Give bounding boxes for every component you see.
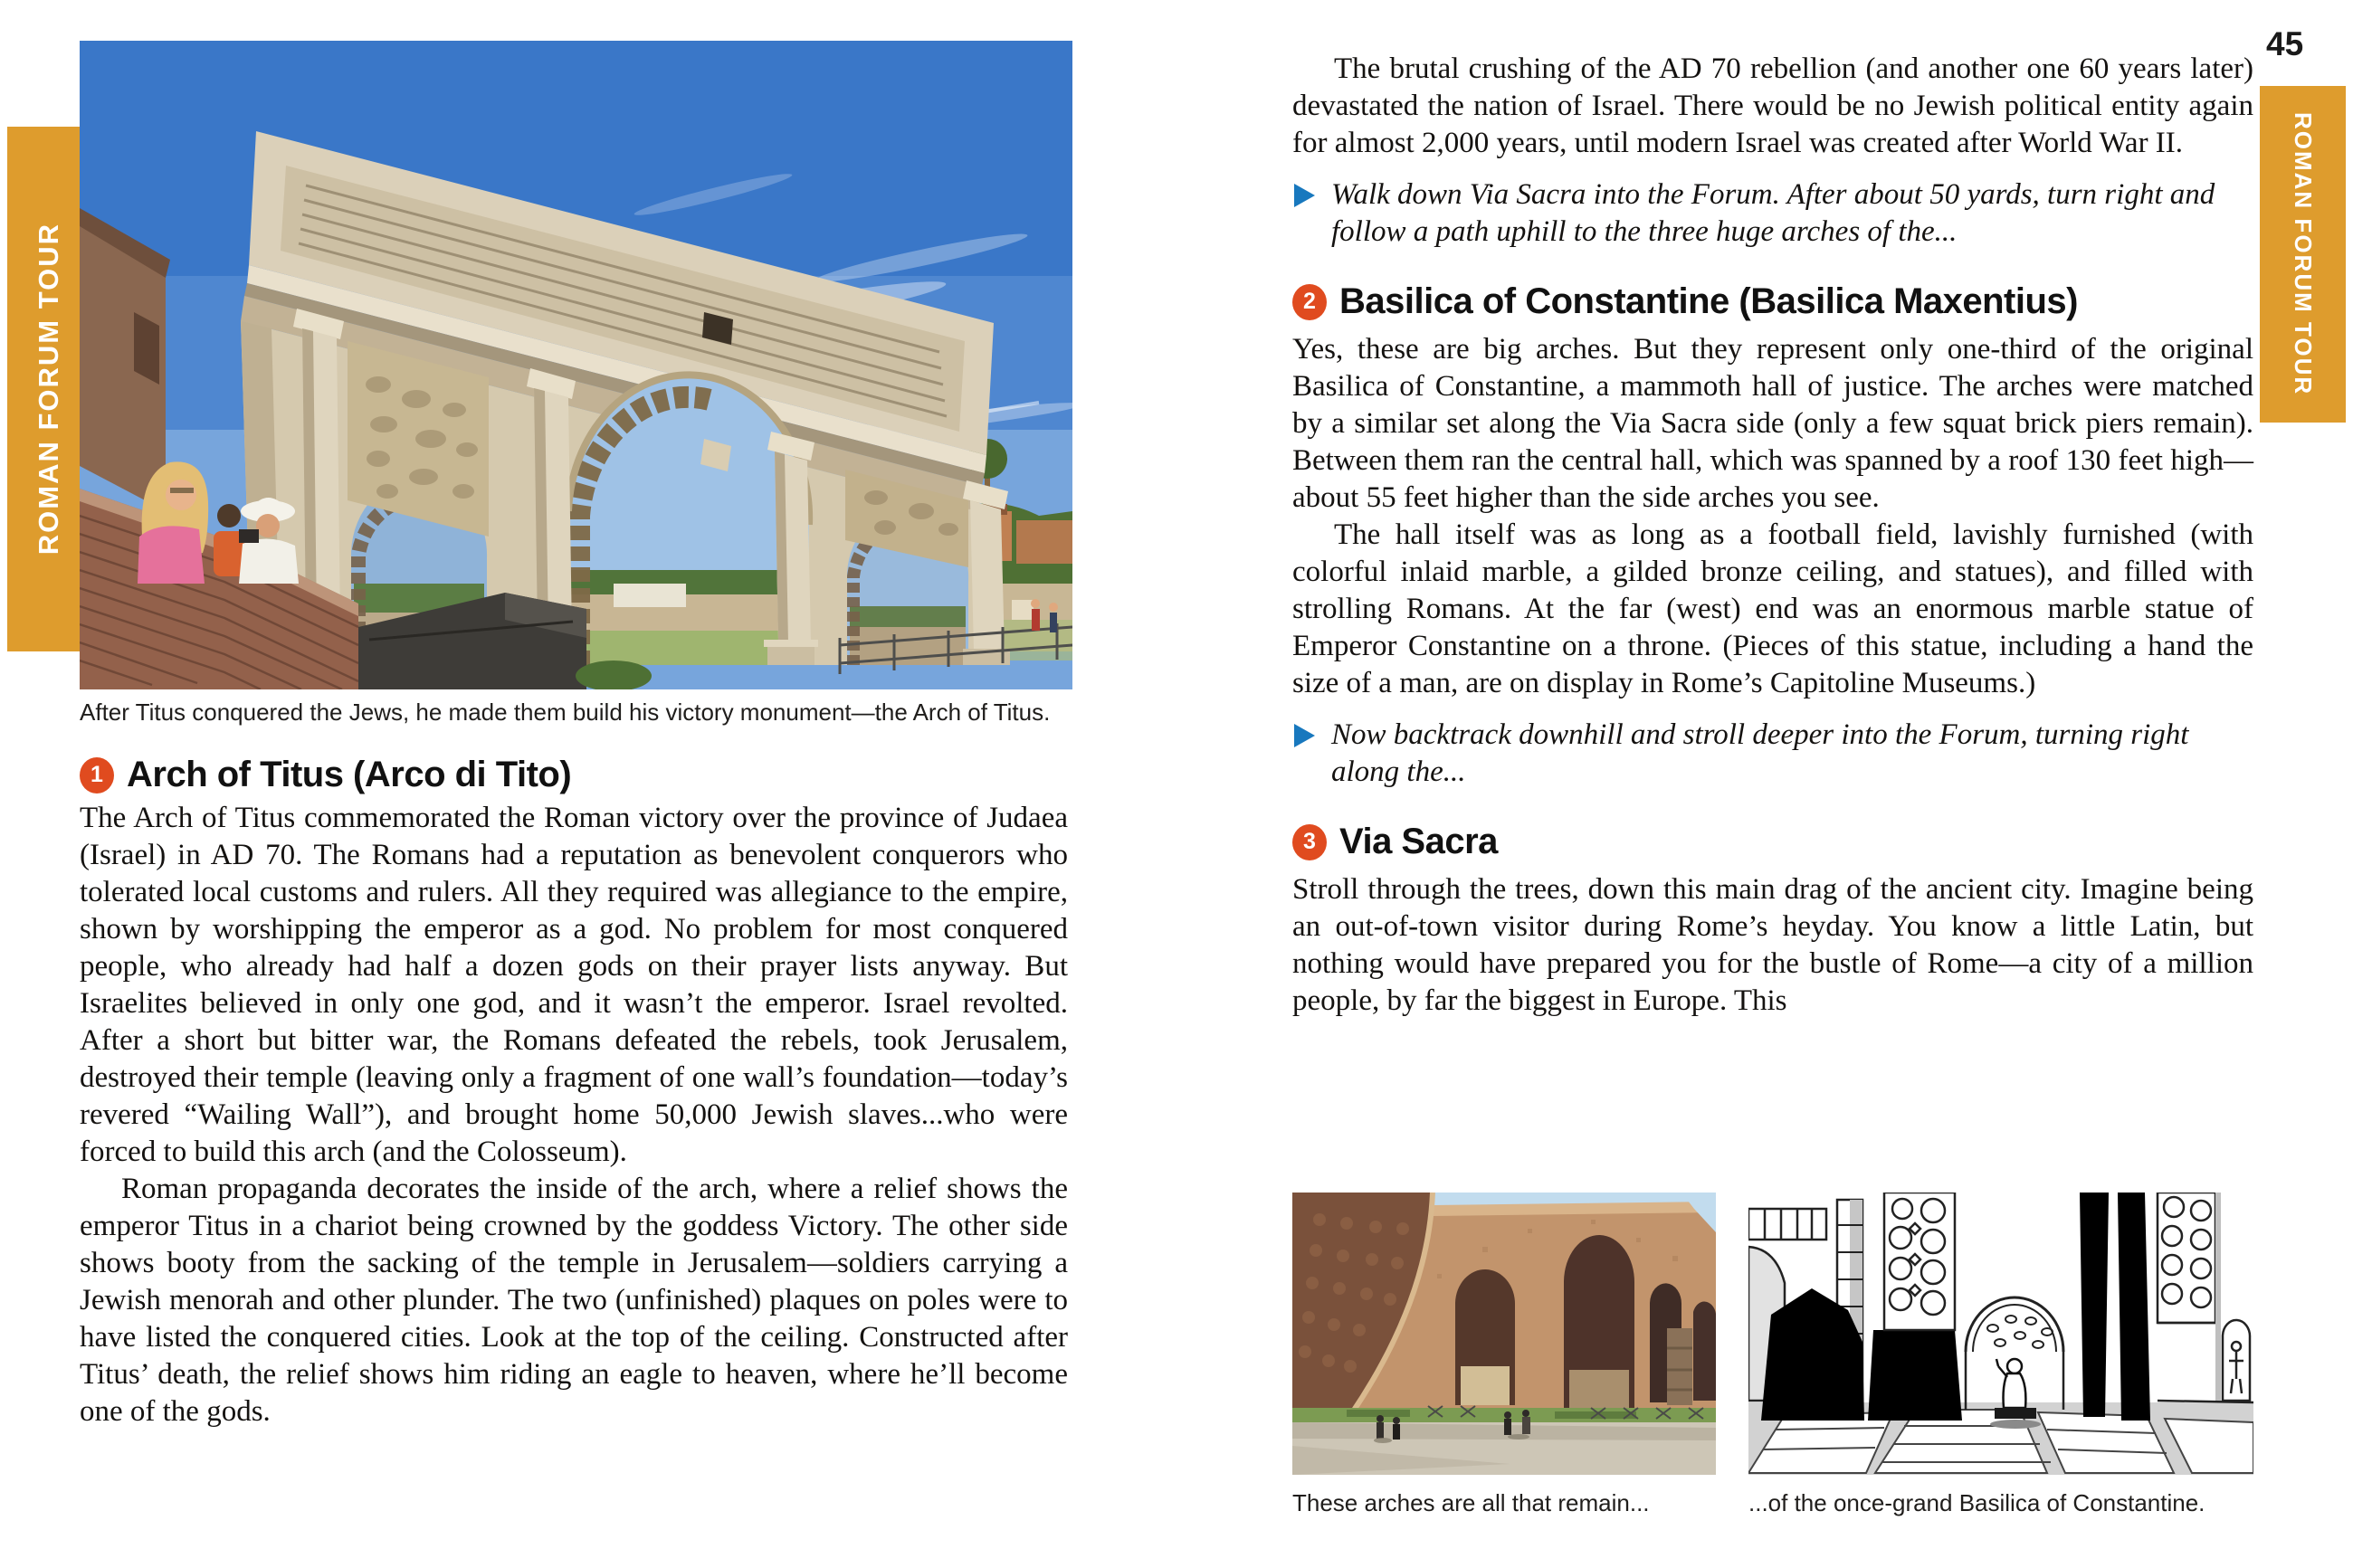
bottom-figures-row xyxy=(1292,1193,2253,1517)
arch-photo-illustration xyxy=(80,41,1072,689)
section-2-text xyxy=(1292,331,2253,702)
direction-text: Walk down Via Sacra into the Forum. After about 50 yards, turn right and follow a path uphill to the three huge arches of the... xyxy=(1331,178,2215,248)
walking-direction-1 xyxy=(1292,176,2253,251)
right-margin-tab xyxy=(2260,86,2346,423)
section-3-number-marker: 3 xyxy=(1292,824,1327,860)
section-1-number-marker: 1 xyxy=(80,757,114,794)
paragraph: The brutal crushing of the AD 70 rebellion (and another one 60 years later) devastated the nation of Israel. There would be no Jewish political entity again for almost 2,000 years, until modern Israel was created after World War II. xyxy=(1292,52,2253,159)
left-margin-tab xyxy=(7,127,90,651)
section-2-number-marker: 2 xyxy=(1292,284,1327,320)
section-2-heading xyxy=(1292,281,2253,322)
arch-of-titus-photo xyxy=(80,41,1072,689)
right-page-text-column xyxy=(1292,51,2253,1020)
intro-text xyxy=(1292,51,2253,162)
basilica-drawing-figure xyxy=(1748,1193,2253,1517)
basilica-ruins-photo-figure xyxy=(1292,1193,1716,1517)
section-3-text xyxy=(1292,871,2253,1020)
paragraph: The hall itself was as long as a football field, lavishly furnished (with colorful inlaid marble, a gilded bronze ceiling, and statues), and filled with strolling Romans. At the far (west) end was an enormous marble statue of Emperor Constantine on a throne. (Pieces of this statue, including a hand the size of a man, are on display in Rome’s Capitoline Museums.) xyxy=(1292,518,2253,699)
figure-caption-right: ...of the once-grand Basilica of Constantine. xyxy=(1748,1489,2205,1516)
section-1-text xyxy=(80,800,1068,1430)
basilica-reconstruction-drawing xyxy=(1748,1193,2253,1475)
section-3-heading xyxy=(1292,822,2253,862)
paragraph: The Arch of Titus commemorated the Roman victory over the province of Judaea (Israel) in AD 70. The Romans had a reputation as benevolent conquerors who tolerated local customs and rulers. All they required was allegiance to the empire, shown by worshipping the emperor as a god. No problem for most conquered people, who already had half a dozen gods on their prayer lists anyway. But Israelites believed in only one god, and it wasn’t the emperor. Israel revolted. After a short but bitter war, the Romans defeated the rebels, took Jerusalem, destroyed their temple (leaving only a fragment of one wall’s foundation—today’s revered “Wailing Wall”), and brought home 50,000 Jewish slaves...who were forced to build this arch (and the Colosseum). xyxy=(80,802,1068,1168)
section-1-title: Arch of Titus (Arco di Tito) xyxy=(127,755,572,794)
paragraph: Stroll through the trees, down this main drag of the ancient city. Imagine being an out-of-town visitor during Rome’s heyday. You know a little Latin, but nothing would have prepared you for the bustle of Rome—a city of a million people, by far the biggest in Europe. This xyxy=(1292,873,2253,1017)
paragraph: Roman propaganda decorates the inside of the arch, where a relief shows the emperor Titus in a chariot being crowned by the goddess Victory. The other side shows booty from the sacking of the temple in Jerusalem—soldiers carrying a Jewish menorah and other plunder. The two (unfinished) plaques on poles were to have listed the conquered cities. Look at the top of the ceiling. Constructed after Titus’ death, the relief shows him riding an eagle to heaven, where he’ll become one of the gods. xyxy=(80,1173,1068,1428)
section-2-title: Basilica of Constantine (Basilica Maxentius) xyxy=(1339,281,2078,321)
right-tab-label: ROMAN FORUM TOUR xyxy=(2290,112,2317,396)
figure-caption-left: These arches are all that remain... xyxy=(1292,1489,1650,1516)
page-number-right: 45 xyxy=(2266,25,2304,62)
section-1-heading xyxy=(80,755,571,795)
main-photo-caption: After Titus conquered the Jews, he made them build his victory monument—the Arch of Titus. xyxy=(80,698,1051,726)
basilica-ruins-photo xyxy=(1292,1193,1716,1475)
left-tab-label: ROMAN FORUM TOUR xyxy=(33,223,64,556)
direction-arrow-icon xyxy=(1294,184,1315,207)
section-3-title: Via Sacra xyxy=(1339,822,1498,861)
walking-direction-2 xyxy=(1292,717,2253,791)
paragraph: Yes, these are big arches. But they represent only one-third of the original Basilica of Constantine, a mammoth hall of justice. The arches were matched by a similar set along the Via Sacra side (only a few squat brick piers remain). Between them ran the central hall, which was spanned by a roof 130 feet high—about 55 feet higher than the side arches you see. xyxy=(1292,333,2253,514)
direction-arrow-icon xyxy=(1294,724,1315,747)
direction-text: Now backtrack downhill and stroll deeper into the Forum, turning right along the... xyxy=(1331,718,2189,788)
